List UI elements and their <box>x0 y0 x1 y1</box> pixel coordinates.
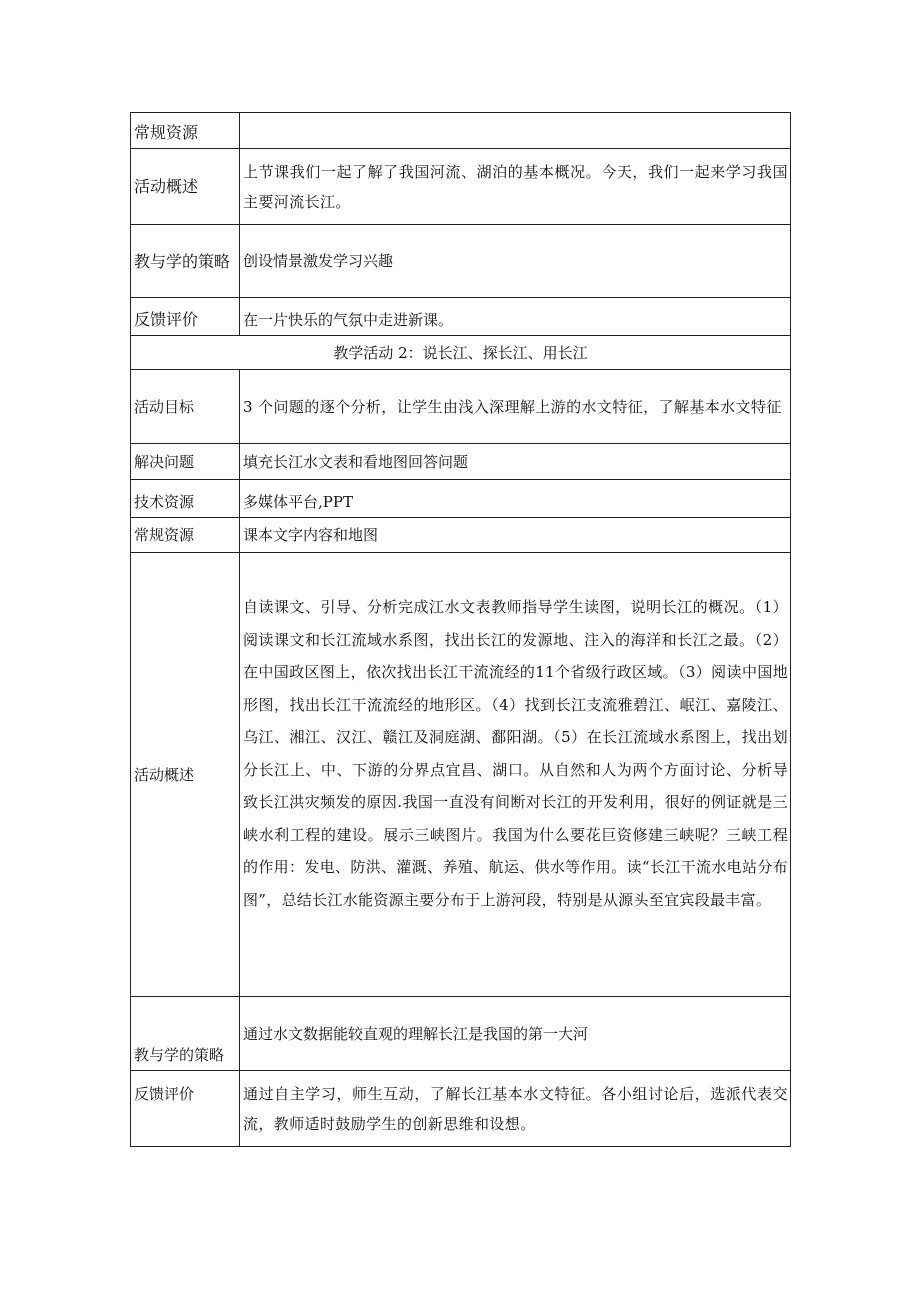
strategy-label: 教与学的策略 <box>131 225 240 298</box>
overview-value: 上节课我们一起了解了我国河流、湖泊的基本概况。今天，我们一起来学习我国主要河流长江。 <box>243 162 788 211</box>
goal-label: 活动目标 <box>131 370 240 444</box>
table-row <box>131 480 791 518</box>
table-row <box>131 518 791 553</box>
goal-value: 3 个问题的逐个分析，让学生由浅入深理解上游的水文特征，了解基本水文特征 <box>243 397 782 416</box>
strategy2-label: 教与学的策略 <box>131 997 240 1071</box>
problem-label: 解决问题 <box>131 444 240 480</box>
table-row <box>131 336 791 370</box>
feedback2-label: 反馈评价 <box>131 1071 240 1147</box>
lesson-plan-table <box>130 112 791 1147</box>
feedback-label: 反馈评价 <box>131 298 240 336</box>
overview-label: 活动概述 <box>131 149 240 225</box>
table-row <box>131 553 791 997</box>
tech-value: 多媒体平台,PPT <box>240 480 791 518</box>
overview2-value: 自读课文、引导、分析完成江水文表教师指导学生读图，说明长江的概况。（1）阅读课文和长江流域水系图，找出长江的发源地、注入的海洋和长江之最。（2）在中国政区图上，依次找出长江干流流经的11个省级行政区域。（3）阅读中国地形图，找出长江干流流经的地形区。（4）找到长江支流雅碧江、岷江、嘉陵江、乌江、湘江、汉江、赣江及洞庭湖、鄱阳湖。（5）在长江流域水系图上，找出划分长江上、中、下游的分界点宜昌、湖口。从自然和人为两个方面讨论、分析导致长江洪灾频发的原因.我国一直没有间断对长江的开发利用，很好的例证就是三峡水利工程的建设。展示三峡图片。我国为什么要花巨资修建三峡呢？三峡工程的作用：发电、防洪、灌溉、养殖、航运、供水等作用。读“长江干流水电站分布图”，总结长江水能资源主要分布于上游河段，特别是从源头至宜宾段最丰富。 <box>243 598 788 909</box>
resource-value <box>240 113 791 149</box>
problem-value: 填充长江水文表和看地图回答问题 <box>240 444 791 480</box>
resource-label: 常规资源 <box>131 113 240 149</box>
overview2-label: 活动概述 <box>131 553 240 997</box>
strategy-value: 创设情景激发学习兴趣 <box>240 225 791 298</box>
activity-heading: 教学活动 2：说长江、探长江、用长江 <box>131 336 791 370</box>
resource2-value: 课本文字内容和地图 <box>240 518 791 553</box>
table-row <box>131 997 791 1071</box>
feedback-value: 在一片快乐的气氛中走进新课。 <box>240 298 791 336</box>
table-row <box>131 225 791 298</box>
table-row <box>131 113 791 149</box>
table-row <box>131 444 791 480</box>
table-row <box>131 1071 791 1147</box>
table-row <box>131 149 791 225</box>
strategy2-value: 通过水文数据能较直观的理解长江是我国的第一大河 <box>240 997 791 1071</box>
feedback2-value: 通过自主学习，师生互动，了解长江基本水文特征。各小组讨论后，选派代表交流，教师适时鼓励学生的创新思维和设想。 <box>243 1084 788 1133</box>
resource2-label: 常规资源 <box>131 518 240 553</box>
table-row <box>131 298 791 336</box>
tech-label: 技术资源 <box>131 480 240 518</box>
table-row <box>131 370 791 444</box>
